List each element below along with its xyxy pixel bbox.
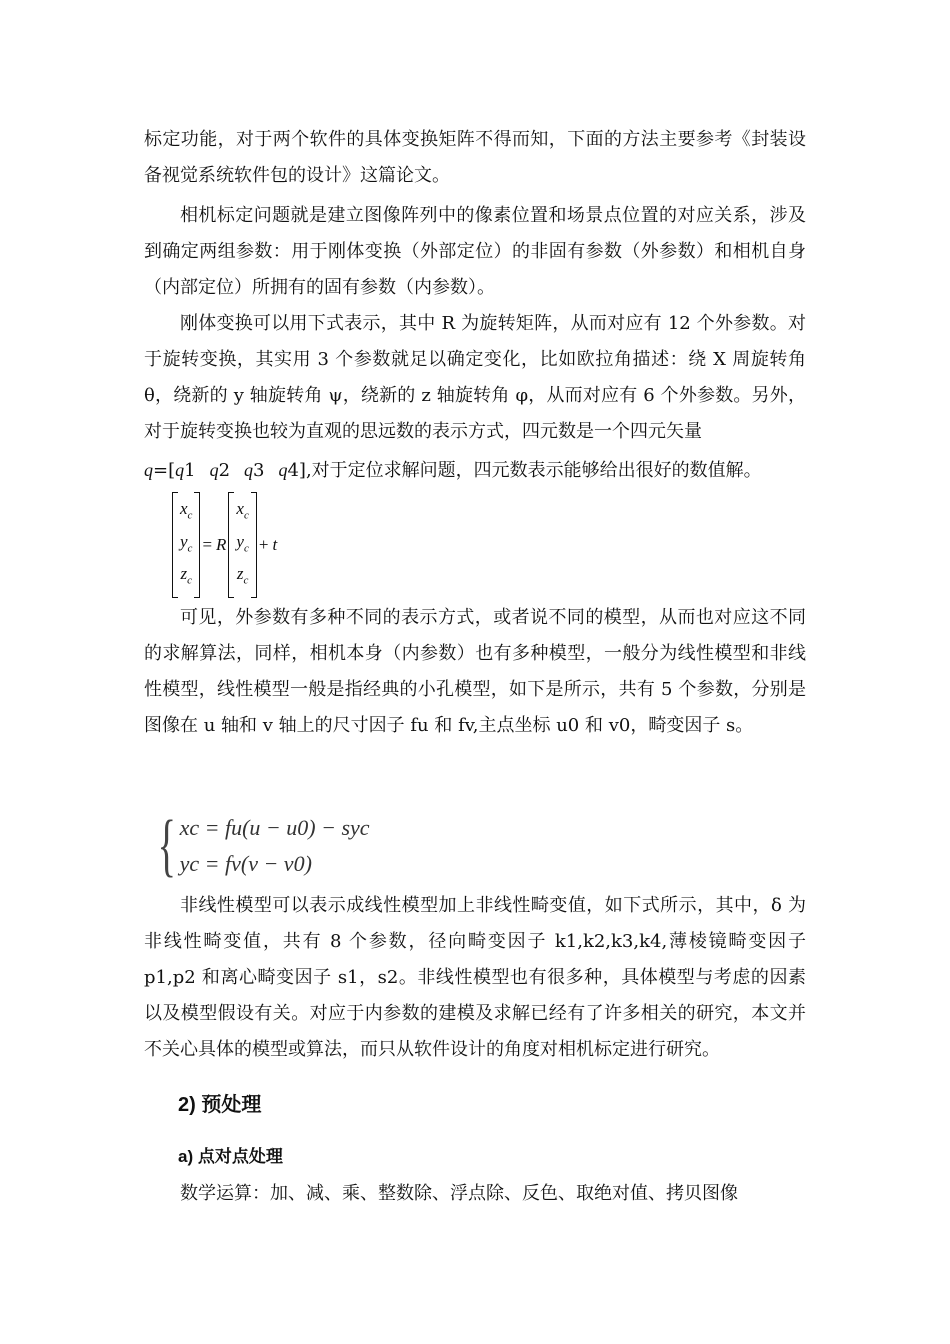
quaternion-symbol: q — [144, 460, 153, 480]
vec2-y-sub: c — [243, 542, 249, 555]
equals-sign: = — [202, 535, 213, 554]
section-heading-preprocessing: 2) 预处理 — [178, 1094, 262, 1116]
plus-sign: + — [258, 535, 269, 554]
paragraph-intrinsic — [144, 600, 806, 744]
pinhole-model-equation — [150, 806, 370, 886]
quaternion-n2: 2 — [218, 460, 231, 481]
paragraph-intrinsic-text: 可见，外参数有多种不同的表示方式，或者说不同的模型，从而也对应这不同的求解算法，同样，相机本身（内参数）也有多种模型，一般分为线性模型和非线性模型，线性模型一般是指经典的小孔模型，如下是所示，共有 5 个参数，分别是图像在 u 轴和 v 轴上的尺寸因子 fu 和 fv,主点坐标 u0 和 v0，畸变因子 s。 — [144, 607, 806, 736]
vec2-z-sub: c — [243, 574, 249, 587]
translation-symbol: t — [272, 535, 278, 554]
rotation-matrix-symbol: R — [216, 535, 227, 554]
vec-z-sub: c — [187, 574, 192, 587]
paragraph-rigid-transform-text: 刚体变换可以用下式表示，其中 R 为旋转矩阵，从而对应有 12 个外参数。对于旋转变换，其实用 3 个参数就足以确定变化，比如欧拉角描述：绕 X 周旋转角 θ，绕新的 y 轴旋转角 ψ，绕新的 z 轴旋转角 φ，从而对应有 6 个外参数。另外，对于旋转变换也较为直观的思远数的表示方式，四元数是一个四元矢量 — [144, 313, 806, 442]
vec-x-sub: c — [187, 509, 193, 522]
paragraph-calibration — [144, 198, 806, 306]
quaternion-q1: q — [175, 460, 185, 480]
equation-line-1: xc = fu(u − u0) − syc — [179, 815, 370, 840]
paragraph-intro — [144, 122, 806, 194]
subsection-heading-point-processing: a) 点对点处理 — [178, 1147, 283, 1166]
vec2-x: x — [236, 499, 244, 519]
world-coordinate-vector — [228, 492, 256, 597]
brace-icon: { — [157, 807, 177, 884]
camera-coordinate-vector — [172, 492, 200, 597]
quaternion-q3: q — [244, 460, 254, 480]
quaternion-open: =[ — [153, 460, 176, 481]
vec-y-sub: c — [187, 542, 193, 555]
vec2-x-sub: c — [243, 509, 249, 522]
paragraph-math-ops-text: 数学运算：加、减、乘、整数除、浮点除、反色、取绝对值、拷贝图像 — [180, 1183, 738, 1204]
vec-x: x — [180, 499, 188, 519]
vec2-z: z — [236, 564, 244, 584]
paragraph-rigid-transform — [144, 306, 806, 450]
quaternion-q4: q — [278, 460, 288, 480]
quaternion-tail-text: 对于定位求解问题，四元数表示能够给出很好的数值解。 — [311, 460, 762, 481]
quaternion-line — [144, 456, 762, 485]
quaternion-n3: 3 — [253, 460, 265, 481]
vec2-y: y — [236, 531, 244, 551]
paragraph-calibration-text: 相机标定问题就是建立图像阵列中的像素位置和场景点位置的对应关系，涉及到确定两组参数：用于刚体变换（外部定位）的非固有参数（外参数）和相机自身（内部定位）所拥有的固有参数（内参数）。 — [144, 205, 806, 298]
paragraph-math-ops — [144, 1176, 806, 1212]
vec-z: z — [180, 564, 188, 584]
quaternion-n1: 1 — [184, 460, 196, 481]
equation-line-2: yc = fv(v − v0) — [179, 851, 312, 876]
paragraph-nonlinear — [144, 888, 806, 1068]
vec-y: y — [180, 531, 188, 551]
quaternion-close: ], — [298, 460, 312, 481]
rigid-transform-equation — [172, 500, 279, 590]
paragraph-nonlinear-text: 非线性模型可以表示成线性模型加上非线性畸变值，如下式所示，其中，δ 为非线性畸变值，共有 8 个参数，径向畸变因子 k1,k2,k3,k4,薄棱镜畸变因子 p1,p2 和离心畸变因子 s1，s2。非线性模型也有很多种，具体模型与考虑的因素以及模型假设有关。对应于内参数的建模及求解已经有了许多相关的研究，本文并不关心具体的模型或算法，而只从软件设计的角度对相机标定进行研究。 — [144, 895, 806, 1060]
quaternion-q2: q — [209, 460, 219, 480]
quaternion-n4: 4 — [287, 460, 299, 481]
paragraph-intro-text: 标定功能，对于两个软件的具体变换矩阵不得而知，下面的方法主要参考《封装设备视觉系统软件包的设计》这篇论文。 — [144, 129, 806, 186]
